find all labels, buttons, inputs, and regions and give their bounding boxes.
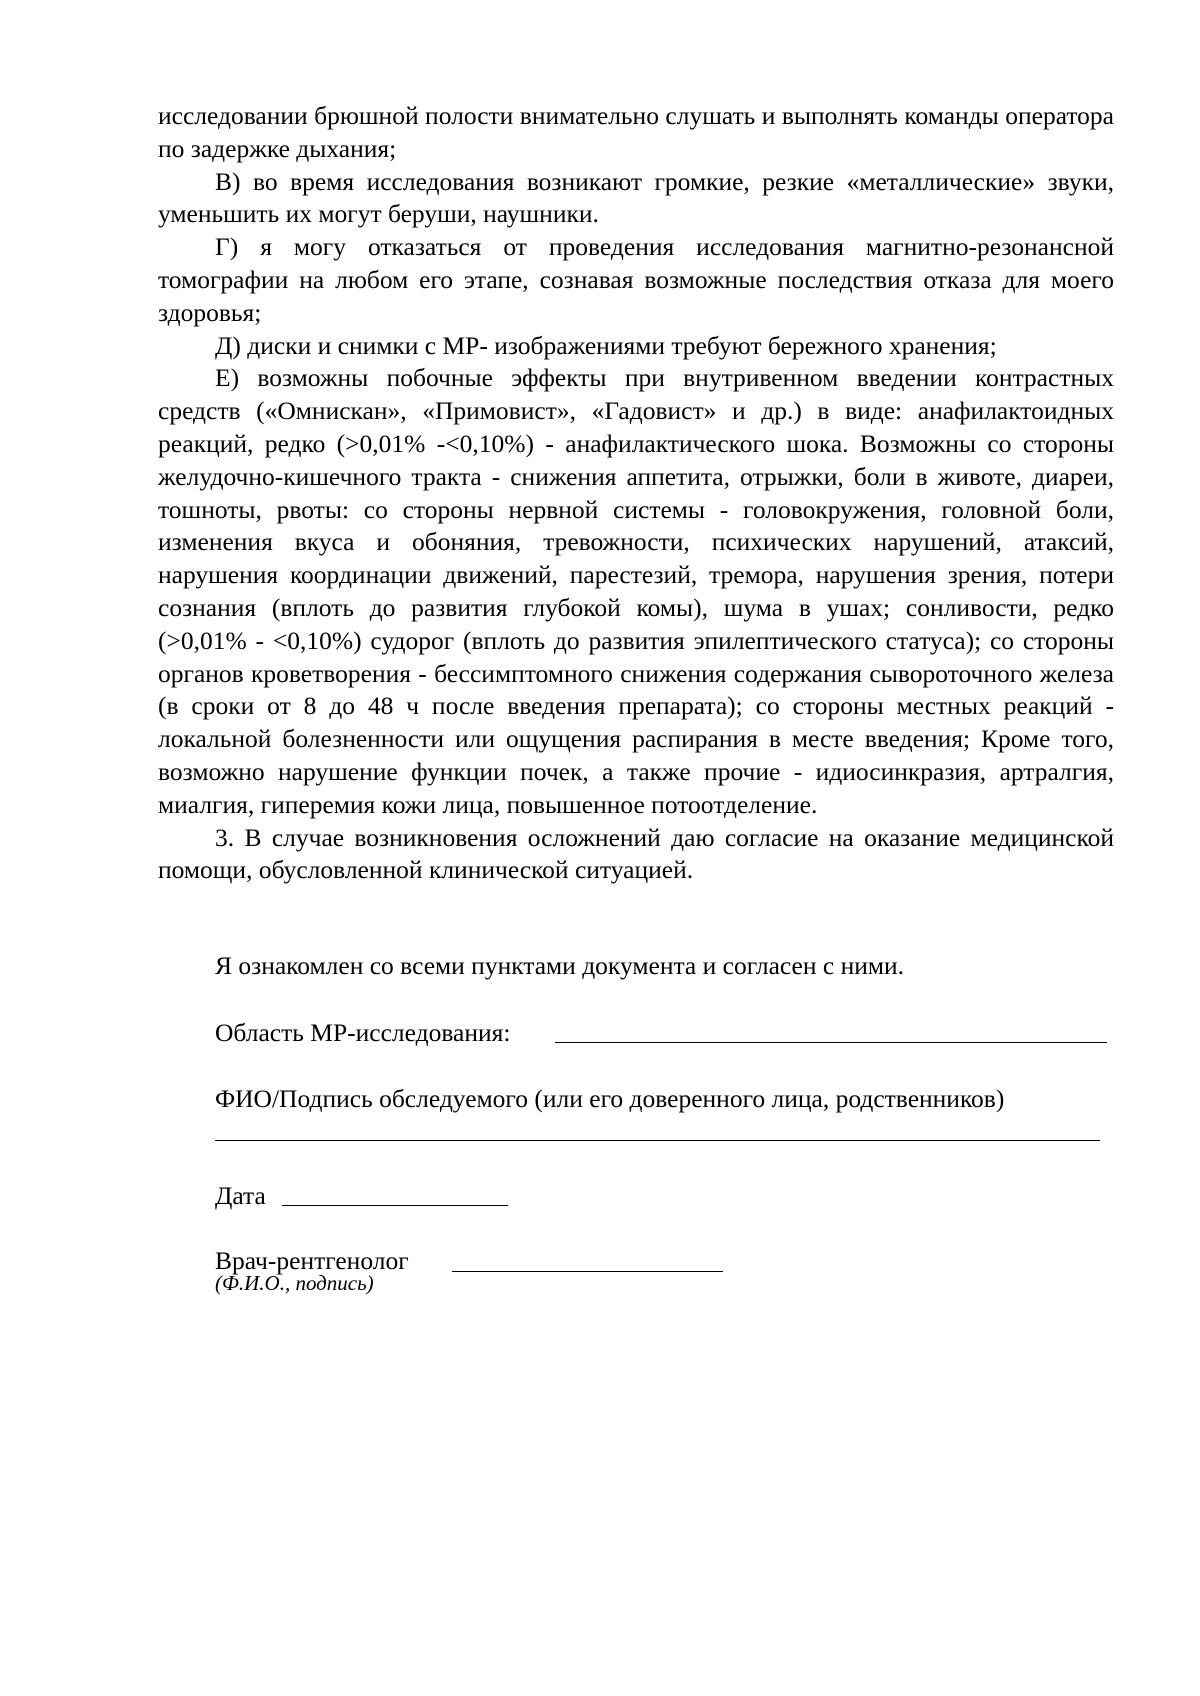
signature-field[interactable] (215, 1140, 1100, 1141)
signature-label: ФИО/Подпись обследуемого (или его доверенного лица, родственников) (215, 1084, 1005, 1113)
paragraph-item-e-side-effects: Е) возможны побочные эффекты при внутривенном введении контрастных средств («Омнискан», «Примовист», «Гадовист» и др.) в виде: анафилактоидных реакций, редко (>0,01% -<0,10%) - анафилактического шока. Возможны со стороны желудочно-кишечного тракта - снижения аппетита, отрыжки, боли в животе, диареи, тошноты, рвоты: со стороны нервной системы - головокружения, головной боли, изменения вкуса и обоняния, тревожности, психических нарушений, атаксий, нарушения координации движений, парестезий, тремора, нарушения зрения, потери сознания (вплоть до развития глубокой комы), шума в ушах; сонливости, редко (>0,01% - <0,10%) судорог (вплоть до развития эпилептического статуса); со стороны органов кроветворения - бессимптомного снижения содержания сывороточного железа (в сроки от 8 до 48 ч после введения препарата); со стороны местных реакций - локальной болезненности или ощущения распирания в месте введения; Кроме того, возможно нарушение функции почек, а также прочие - идиосинкразия, артралгия, миалгия, гиперемия кожи лица, повышенное потоотделение. (158, 363, 1114, 819)
paragraph-breathing-commands: исследовании брюшной полости внимательно слушать и выполнять команды оператора по задержке дыхания; (158, 101, 1114, 163)
acknowledgement-statement: Я ознакомлен со всеми пунктами документа и согласен с ними. (215, 951, 905, 980)
radiologist-label: Врач-рентгенолог (215, 1246, 409, 1275)
date-label: Дата (215, 1181, 266, 1210)
paragraph-item-v-noise: В) во время исследования возникают громкие, резкие «металлические» звуки, уменьшить их могут беруши, наушники. (158, 166, 1114, 229)
mr-area-field[interactable] (555, 1042, 1107, 1043)
paragraph-item-g-refusal: Г) я могу отказаться от проведения исследования магнитно-резонансной томографии на любом его этапе, сознавая возможные последствия отказа для моего здоровья; (158, 232, 1114, 327)
consent-body-text (158, 100, 1114, 887)
date-field[interactable] (282, 1205, 508, 1206)
mr-area-label: Область МР-исследования: (215, 1018, 511, 1047)
paragraph-item-3-complications: 3. В случае возникновения осложнений даю согласие на оказание медицинской помощи, обусловленной клинической ситуацией. (158, 822, 1114, 885)
paragraph-item-d-discs: Д) диски и снимки с МР- изображениями требуют бережного хранения; (215, 330, 997, 360)
radiologist-signature-field[interactable] (452, 1271, 723, 1272)
radiologist-caption: (Ф.И.О., подпись) (215, 1271, 374, 1295)
